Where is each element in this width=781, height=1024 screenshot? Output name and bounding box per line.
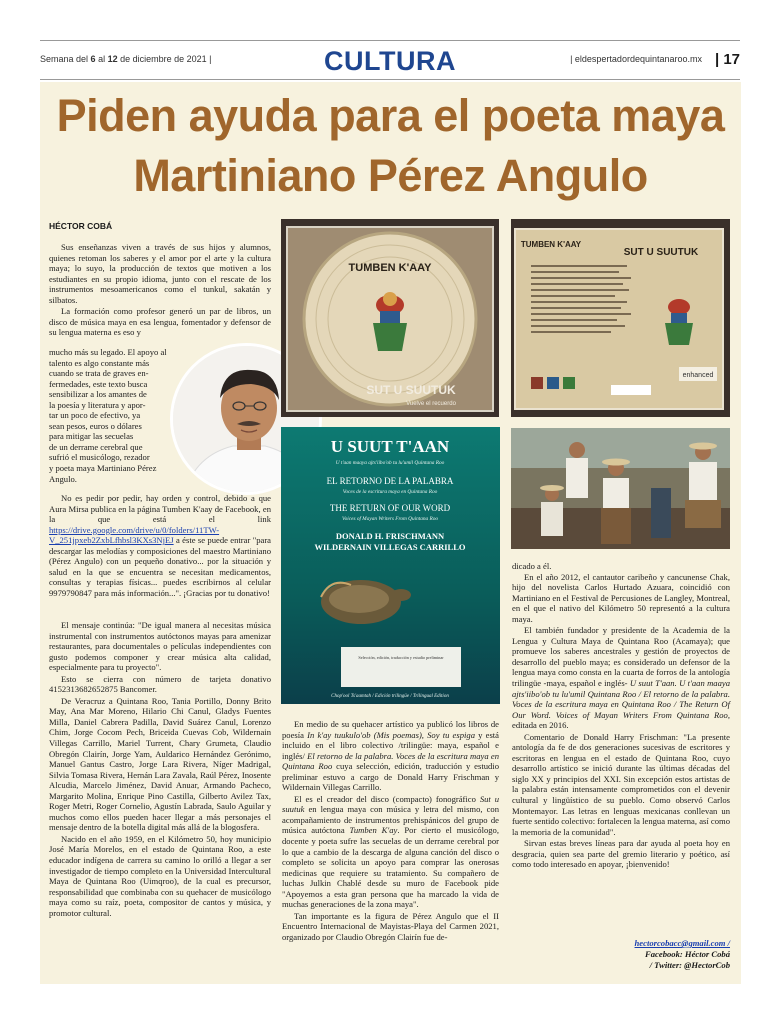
book-author-2: WILDERNAIN VILLEGAS CARRILLO bbox=[314, 542, 466, 552]
cd-front-disc-sub: Vuelve el recuerdo bbox=[406, 401, 456, 407]
column-1-intro bbox=[49, 242, 271, 338]
column-1-donation-info bbox=[49, 493, 271, 598]
website-link[interactable]: | eldespertadordequintanaroo.mx bbox=[570, 54, 702, 64]
paragraph: El es el creador del disco (compacto) fonográfico Sut u suutuk en lengua maya con música y letra del mismo, con acompañamiento de instrumentos prehispánicos del grupo de música autóctona Tumben K'ay. Por cierto el musicólogo, docente y poeta sufre las secuelas de un derrame cerebral por lo que a cambio de la descarga de alguna canción del disco o completo se solicita un apoyo para comprar las onerosas medicinas que requiere su tratamiento. Su compañero de luchas Julkin Chablé desde su muro de Facebook pide "Apoyemos a esta gran persona que ha marcado la vida de muchas generaciones de la zona maya". bbox=[282, 793, 499, 910]
headline bbox=[40, 86, 741, 206]
paragraph: El también fundador y presidente de la Academia de la Lengua y Cultura Maya de Quintana Roo (Acamaya); que promueve los saberes ancestrales y gestión de proyectos de desarrollo del pueblo maya; es considerado un defensor de la lengua maya como consta en la cuarta de forros de la antología trilingüe -maya, español e inglés- U suut T'aan. U t'aan maaya ajts'iibo'ob tu lu'umil Quintana Roo / El retorno de la palabra. Voces de la escritura maya en Quintana Roo / The Return Of Our Word. Voices of Mayan Writers From Quintana Roo, editada en 2016. bbox=[512, 625, 730, 731]
paragraph: Tan importante es la figura de Pérez Angulo que el II Encuentro Internacional de Mayistas-Playa del Carmen 2021, organizado por Claudio Obregón Clairín fue de- bbox=[282, 910, 499, 942]
paragraph: El mensaje continúa: "De igual manera al necesitas música instrumental con instrumentos autóctonos mayas para amenizar restaurantes, para documentales o películas independientes con gusto podemos componer y crear música alta calidad, especialmente para tu proyecto". bbox=[49, 620, 271, 673]
author-facebook: Facebook: Héctor Cobá bbox=[645, 949, 730, 959]
masthead bbox=[40, 40, 740, 80]
paragraph: Comentario de Donald Harry Frischman: "La presente antología da fe de dos generaciones sucesivas de escritores y escritoras en lengua en el estado de Quintana Roo, cuyo desarrollo artístico se inició durante las últimas décadas del siglo XX y principios del XXI. Sin excepción estos artistas de la palabra están intensamente comprometidos con el devenir cultural y lingüístico de su pueblo. Como observó Carlos Montemayor. Las letras en lenguas mexicanas conllevan un fuerte sentido colectivo: fortalecen la lengua materna, así como la memoria de la comunidad". bbox=[512, 731, 730, 837]
book-cover-photo bbox=[281, 427, 500, 704]
paragraph: No es pedir por pedir, hay orden y control, debido a que Aura Mirsa publica en la página Tumben K'aay de Facebook, en la que está el link https://drive.google.com/drive/u/0/folders/11TW-V_251jpxeb2ZxbLfhbsl3KXs3NjEJ a éste se puede entrar "para descargar las melodías y composiciones del maestro Martiniano (Pérez Angulo) con un pequeño donativo... por la situación y salud en la que se encuentra se necesitan medicamentos, consultas y terapias físicas... puedes escribirnos al celular 9979790847 para más información...". ¡Gracias por tu donativo! bbox=[49, 493, 271, 598]
cd-back-illustration bbox=[511, 219, 730, 417]
donation-link[interactable]: https://drive.google.com/drive/u/0/folders/11TW-V_251jpxeb2ZxbLfhbsl3KXs3NjEJ bbox=[49, 524, 220, 546]
column-2-body bbox=[282, 719, 499, 942]
headline-line-1: Piden ayuda para el poeta maya bbox=[56, 90, 725, 141]
book-cover-illustration bbox=[281, 427, 500, 704]
book-author-1: DONALD H. FRISCHMANN bbox=[335, 531, 445, 541]
book-title-es: EL RETORNO DE LA PALABRA bbox=[326, 476, 454, 486]
issue-date: Semana del 6 al 12 de diciembre de 2021 | bbox=[40, 54, 212, 64]
cd-front-disc: SUT U SUUTUK bbox=[366, 383, 456, 397]
paragraph: En el año 2012, el cantautor caribeño y cancunense Chak, hijo del novelista Carlos Hurtado Azuara, coincidió con Martiniano en el Festival de Percusiones de Langley, Montreal, en el que el nativo del Kilómetro 50 representó a la cultura maya. bbox=[512, 571, 730, 624]
book-subtitle: U t'aan maaya ajts'iibo'ob tu lu'umil Quintana Roo bbox=[335, 460, 445, 466]
paragraph: Sirvan estas breves líneas para dar ayuda al poeta hoy en desgracia, quien sea parte del gremio literario y poético, así como todo interesado en apoyar, ¡bienvenido! bbox=[512, 838, 730, 870]
cd-front-photo bbox=[281, 219, 499, 417]
book-small-text: Selección, edición, traducción y estudio preliminar bbox=[358, 655, 444, 660]
page-number: | 17 bbox=[714, 51, 740, 68]
cd-front-illustration bbox=[281, 219, 499, 417]
cd-back-disc: SUT U SUUTUK bbox=[623, 247, 699, 258]
musicians-photo bbox=[511, 428, 730, 549]
musicians-illustration bbox=[511, 428, 730, 549]
author-twitter: / Twitter: @HectorCob bbox=[649, 960, 730, 970]
column-1-body bbox=[49, 620, 271, 918]
author-email[interactable]: hectorcobacc@gmail.com / bbox=[634, 938, 730, 948]
cd-back-title: TUMBEN K'AAY bbox=[520, 240, 582, 249]
paragraph-continuation: dicado a él. bbox=[512, 561, 552, 571]
paragraph: De Veracruz a Quintana Roo, Tania Portillo, Donny Brito May, Ana Mar Moreno, Hilario Chi Canul, Gladys Fuentes Milla, Daniel Cabrera Padilla, David Suárez Canul, Lorenzo Chim, Jorge Cocom Pech, Briceida Cuevas Cob, Wildernain Villegas Carrillo, Mariel Turrent, Chary Grumeta, Claudio Obregón Clairín, Jorge Yam, Auldarico Hernández Gerónimo, Manuel Gantus Castro, Jorge Lara Rivera, Níger Madrigal, Silvia Tomasa Rivera, Hernán Lara Zavala, Raúl Pérez, Inosente Alcudia, Marcelo Jiménez, David Anuar, Armando Pacheco, Margarito Molina, Enrique Pino Castilla, Gilberto Avilez Tax, Roger Metri, Roger Cornelio, Agustín Labrada, Saulo Aguilar y muchos como ellos pueden hacer llegar a más personajes el mensaje dentro de la botella digital más allá de la blogosfera. bbox=[49, 695, 271, 833]
book-title-en: THE RETURN OF OUR WORD bbox=[329, 503, 451, 513]
section-title: CULTURA bbox=[324, 46, 456, 76]
book-subtitle-en: Voices of Mayan Writers From Quintana Roo bbox=[341, 516, 439, 522]
paragraph: Nacido en el año 1959, en el Kilómetro 50, hoy municipio José María Morelos, en el estado de Quintana Roo, a este educador indígena de carrera su camino lo orilló a llegar a ser investigador de tiempo completo en la Universidad Intercultural Maya de Quintana Roo (Uimqroo), de la cual es precursor, responsabilidad que combinaba con su quehacer de musicólogo maya como su raíz, poeta, compositor de cantos y música, y promotor cultural. bbox=[49, 833, 271, 918]
cd-front-title: TUMBEN K'AAY bbox=[348, 262, 432, 274]
book-subtitle-es: Voces de la escritura maya en Quintana Roo bbox=[342, 489, 438, 495]
cd-back-photo bbox=[511, 219, 730, 417]
book-footer: Chop'ool Ts'aamtah / Edición trilingüe / Trilingual Edition bbox=[331, 694, 449, 699]
paragraph: Sus enseñanzas viven a través de sus hijos y alumnos, quienes retoman los saberes y el amor por el arte y la cultura maya; lo suyo, la producción de textos que motiven a los estudiantes en su propio idioma, junto con el rescate de los instrumentos mesoamericanos como el tunkul, sakatán y silbatos. bbox=[49, 242, 271, 305]
author-byline: HÉCTOR COBÁ bbox=[49, 221, 113, 231]
column-3-body bbox=[512, 561, 730, 870]
paragraph: Esto se cierra con número de tarjeta donativo 4152313682652875 Bancomer. bbox=[49, 673, 271, 695]
cd-back-badge: enhanced bbox=[682, 372, 714, 379]
headline-line-2: Martiniano Pérez Angulo bbox=[133, 150, 648, 201]
paragraph: La formación como profesor generó un par de libros, un disco de música maya en esa lengua, fomentador y defensor de su lengua materna es eso y bbox=[49, 306, 271, 338]
column-1-wrap: mucho más su legado. El apoyo al talento es algo constante más cuando se trata de graves en- fermedades, este texto busca sensibilizar a los amantes de la poesía y literatura y apor- tar un poco de efectivo, ya sean pesos, euros o dólares para mitigar las secuelas de un derrame cerebral que sufrió el musicólogo, rezador y poeta maya Martiniano Pérez Angulo. bbox=[49, 347, 167, 484]
book-title: U SUUT T'AAN bbox=[330, 437, 450, 456]
paragraph: En medio de su quehacer artístico ya publicó los libros de poesía In k'ay tuukulo'ob (Mis poemas), Soy tu espiga y está incluido en el libro colectivo /trilingüe: maya, español e inglés/ El retorno de la palabra. Voces de la escritura maya en Quintana Roo cuya selección, edición, traducción y estudio preliminar estuvo a cargo de Donald Harry Frischman y Wildernain Villegas Carrillo. bbox=[282, 719, 499, 793]
author-signature bbox=[560, 938, 730, 971]
